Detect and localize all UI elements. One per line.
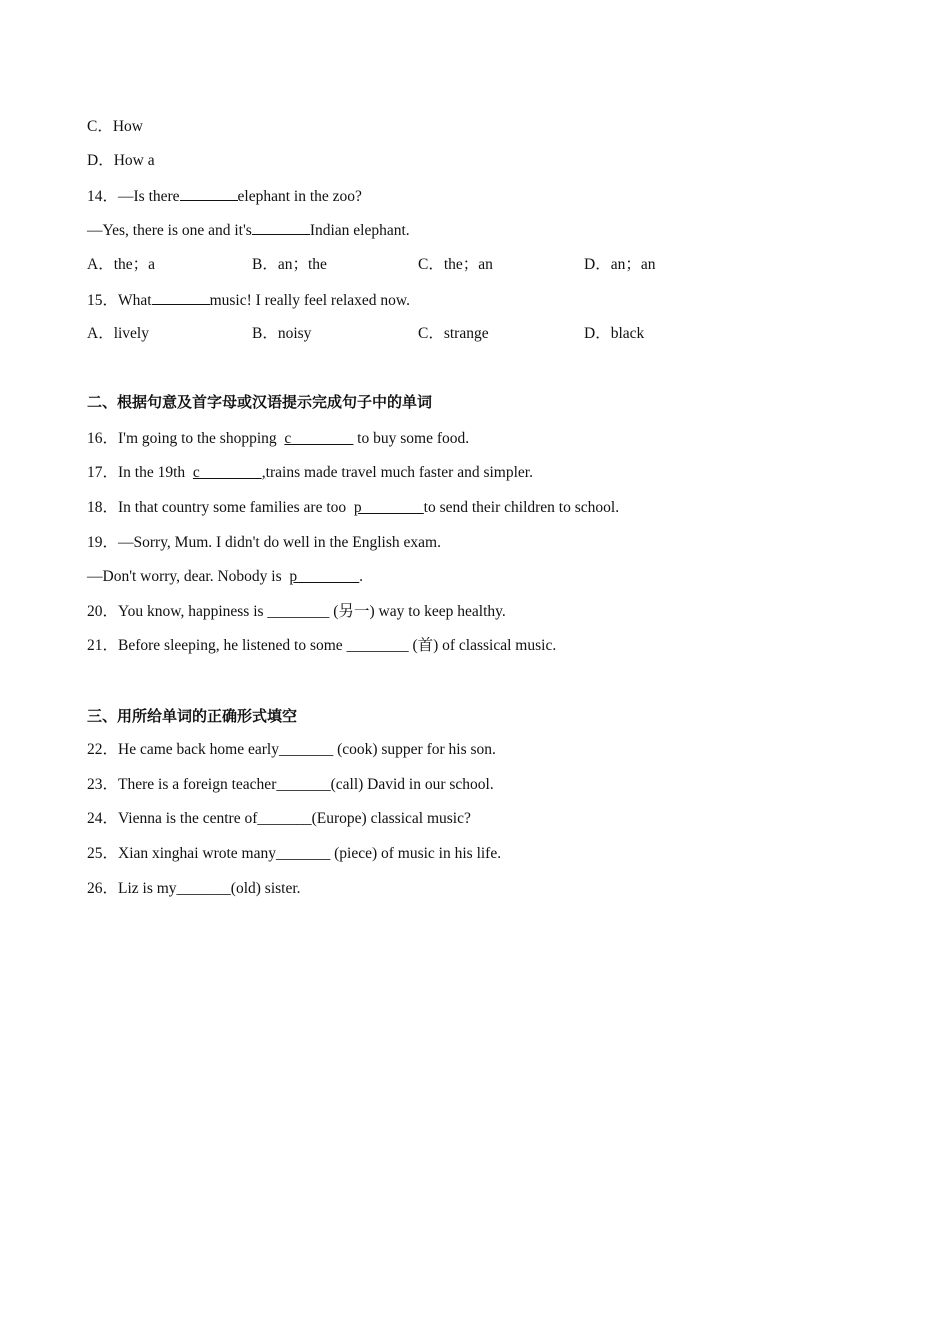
q20-line: 20．You know, happiness is ________ (另一) way to keep healthy. — [87, 603, 506, 620]
q14-option-a: A．the；a — [87, 256, 156, 273]
q23-line: 23．There is a foreign teacher_______(call) David in our school. — [87, 776, 494, 793]
q18-line — [87, 498, 619, 518]
q18-hint-letter: p — [353, 499, 362, 516]
q13-option-c: C．How — [87, 118, 143, 135]
q16-line — [87, 429, 469, 449]
q25-line: 25．Xian xinghai wrote many_______ (piece) of music in his life. — [87, 845, 502, 862]
q15-line — [87, 290, 410, 311]
q16-hint-letter: c — [284, 430, 292, 447]
section3-heading: 三、用所给单词的正确形式填空 — [87, 707, 298, 725]
q14-line2-pre: —Yes, there is one and it's — [87, 222, 252, 239]
q14-line2 — [87, 220, 410, 241]
q24-line: 24．Vienna is the centre of_______(Europe) classical music? — [87, 810, 471, 827]
q19-blank: ________ — [297, 568, 360, 585]
q16-post: to buy some food. — [353, 430, 470, 447]
q18-pre: 18．In that country some families are too — [87, 499, 354, 516]
q14-line1-post: elephant in the zoo? — [237, 188, 362, 205]
q14-blank-1 — [180, 186, 238, 201]
q15-option-c: C．strange — [418, 325, 489, 342]
q15-option-a: A．lively — [87, 325, 149, 342]
q17-hint-letter: c — [192, 464, 200, 481]
q14-option-d: D．an；an — [584, 256, 656, 273]
q17-post: trains made travel much faster and simpler. — [265, 464, 533, 481]
q14-line2-post: Indian elephant. — [309, 222, 410, 239]
q22-line: 22．He came back home early_______ (cook) supper for his son. — [87, 741, 496, 758]
q14-option-c: C．the；an — [418, 256, 493, 273]
q15-option-d: D．black — [584, 325, 645, 342]
q17-blank: ________, — [199, 464, 266, 481]
q14-line1-pre: 14．—Is there — [87, 188, 180, 205]
q15-option-b: B．noisy — [252, 325, 312, 342]
q17-line — [87, 463, 533, 483]
q15-post: music! I really feel relaxed now. — [209, 292, 410, 309]
q14-line1 — [87, 186, 362, 207]
q15-blank — [152, 290, 210, 305]
section2-heading: 二、根据句意及首字母或汉语提示完成句子中的单词 — [87, 393, 433, 411]
q19-hint-letter: p — [289, 568, 298, 585]
q13-option-d: D．How a — [87, 152, 155, 169]
q19-pre: —Don't worry, dear. Nobody is — [87, 568, 290, 585]
q18-blank: ________ — [361, 499, 424, 516]
q19-line2 — [87, 567, 363, 587]
q26-line: 26．Liz is my_______(old) sister. — [87, 880, 301, 897]
q21-line: 21．Before sleeping, he listened to some ________ (首) of classical music. — [87, 637, 557, 654]
q19-post: . — [359, 568, 364, 585]
q16-blank: ________ — [291, 430, 354, 447]
q16-pre: 16．I'm going to the shopping — [87, 430, 285, 447]
q14-option-b: B．an；the — [252, 256, 327, 273]
q19-line1: 19．—Sorry, Mum. I didn't do well in the English exam. — [87, 534, 441, 551]
q18-post: to send their children to school. — [423, 499, 620, 516]
q15-pre: 15．What — [87, 292, 152, 309]
q14-blank-2 — [252, 220, 310, 235]
q17-pre: 17．In the 19th — [87, 464, 193, 481]
